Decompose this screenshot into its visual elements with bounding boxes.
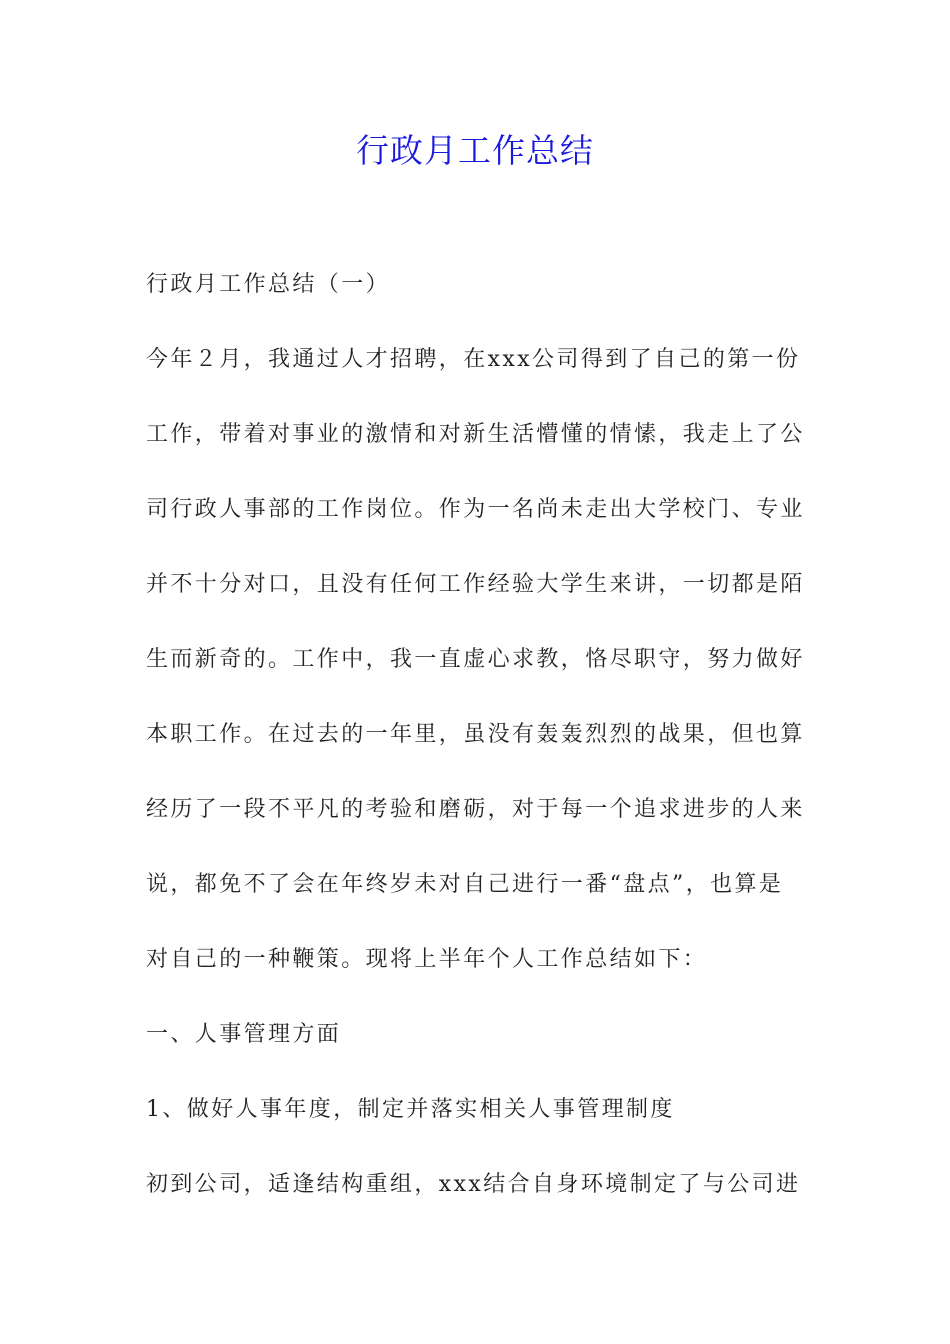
paragraph-line: 工作，带着对事业的激情和对新生活懵懂的情愫，我走上了公 [146,422,805,447]
section-heading-personnel: 一、人事管理方面 [146,1022,342,1047]
document-body [146,266,806,1241]
paragraph-line: 并不十分对口，且没有任何工作经验大学生来讲，一切都是陌 [146,572,805,597]
paragraph-line: 经历了一段不平凡的考验和磨砺，对于每一个追求进步的人来 [146,797,805,822]
paragraph-line: 生而新奇的。工作中，我一直虚心求教，恪尽职守，努力做好 [146,647,805,672]
paragraph-line: 对自己的一种鞭策。现将上半年个人工作总结如下： [146,947,708,972]
paragraph-line: 说，都免不了会在年终岁未对自己进行一番“盘点”，也算是 [146,872,784,897]
paragraph-line: 初到公司，适逢结构重组，xxx结合自身环境制定了与公司进 [146,1172,801,1197]
document-title: 行政月工作总结 [356,131,594,170]
section-heading-1: 行政月工作总结（一） [146,272,391,297]
paragraph-line: 本职工作。在过去的一年里，虽没有轰轰烈烈的战果，但也算 [146,722,805,747]
paragraph-line: 司行政人事部的工作岗位。作为一名尚未走出大学校门、专业 [146,497,805,522]
subsection-heading: 1、做好人事年度，制定并落实相关人事管理制度 [146,1097,675,1122]
paragraph-line: 今年２月，我通过人才招聘，在xxx公司得到了自己的第一份 [146,347,801,372]
